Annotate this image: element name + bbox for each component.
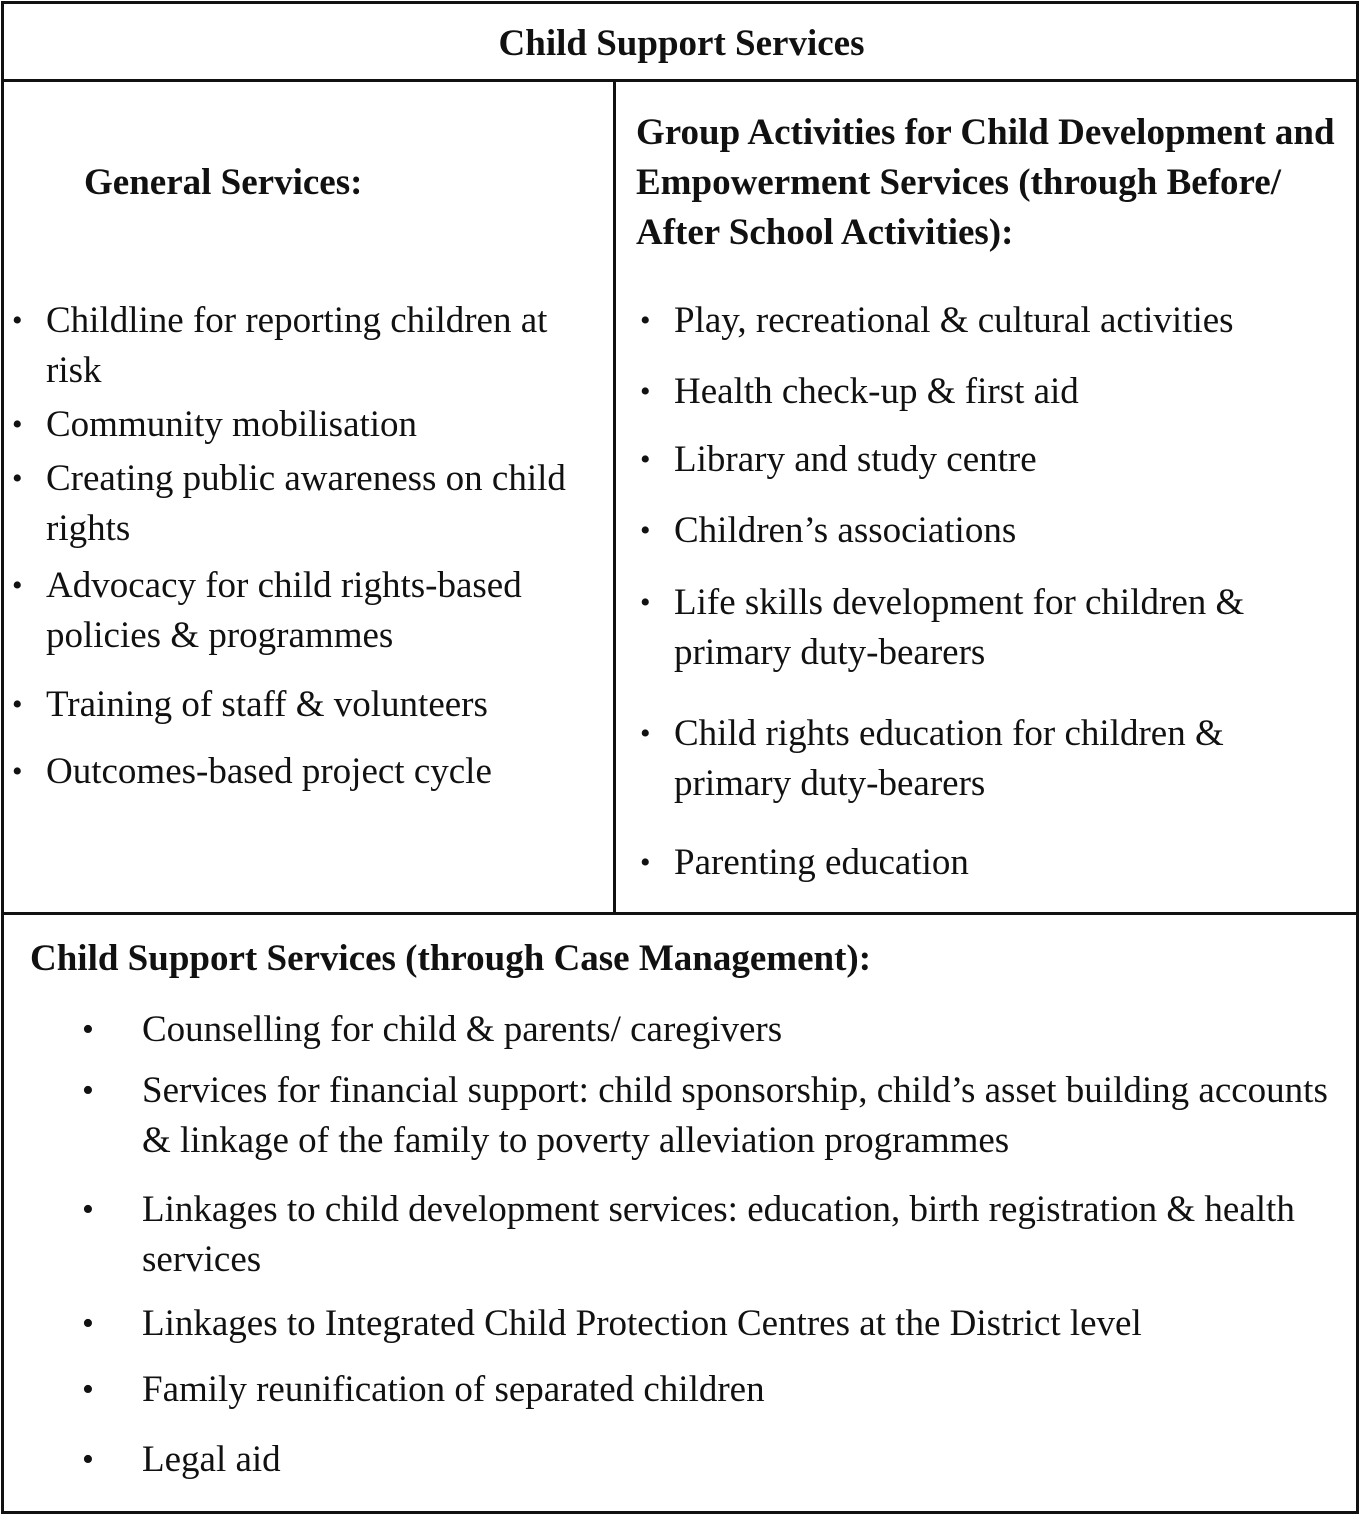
list-item: • Family reunification of separated children [142, 1365, 1337, 1415]
list-item: • Outcomes-based project cycle [46, 747, 606, 797]
bullet-icon: • [12, 408, 23, 441]
bullet-icon: • [640, 443, 651, 476]
list-item: • Linkages to child development services: education, birth registration & health services [142, 1185, 1337, 1285]
list-item: • Counselling for child & parents/ caregivers [142, 1005, 1337, 1055]
bullet-icon: • [640, 717, 651, 750]
list-item: • Life skills development for children & primary duty-bearers [674, 578, 1349, 678]
list-item: • Childline for reporting children at risk [46, 296, 606, 396]
list-item: • Library and study centre [674, 435, 1349, 485]
bullet-icon: • [640, 846, 651, 879]
bullet-icon: • [640, 375, 651, 408]
bullet-icon: • [82, 1305, 94, 1342]
bullet-icon: • [82, 1191, 94, 1228]
column-divider [613, 80, 616, 915]
list-item: • Community mobilisation [46, 400, 606, 450]
list-item: • Creating public awareness on child rights [46, 454, 606, 554]
list-item: • Parenting education [674, 838, 1349, 888]
bullet-icon: • [12, 569, 23, 602]
bullet-icon: • [82, 1072, 94, 1109]
list-item: • Child rights education for children & primary duty-bearers [674, 709, 1349, 809]
bullet-icon: • [12, 462, 23, 495]
list-item: • Services for financial support: child sponsorship, child’s asset building accounts & linkage of the family to poverty alleviation programmes [142, 1066, 1337, 1166]
group-activities-heading: Group Activities for Child Development and Empowerment Services (through Before/ After School Activities): [636, 112, 1335, 253]
bullet-icon: • [640, 514, 651, 547]
bullet-icon: • [82, 1011, 94, 1048]
bullet-icon: • [640, 304, 651, 337]
table-title: Child Support Services [498, 23, 865, 64]
list-item: • Play, recreational & cultural activities [674, 296, 1349, 346]
bullet-icon: • [12, 688, 23, 721]
list-item: • Advocacy for child rights-based policies & programmes [46, 561, 606, 661]
bullet-icon: • [82, 1371, 94, 1408]
list-item: • Children’s associations [674, 506, 1349, 556]
bullet-icon: • [12, 304, 23, 337]
list-item: • Legal aid [142, 1435, 1337, 1485]
list-item: • Linkages to Integrated Child Protection Centres at the District level [142, 1299, 1337, 1349]
case-management-heading: Child Support Services (through Case Management): [30, 938, 872, 979]
list-item: • Training of staff & volunteers [46, 680, 606, 730]
bullet-icon: • [640, 586, 651, 619]
general-services-heading: General Services: [84, 162, 363, 203]
list-item: • Health check-up & first aid [674, 367, 1349, 417]
bullet-icon: • [82, 1441, 94, 1478]
bullet-icon: • [12, 755, 23, 788]
title-divider [1, 79, 1359, 82]
section-divider [1, 912, 1359, 915]
